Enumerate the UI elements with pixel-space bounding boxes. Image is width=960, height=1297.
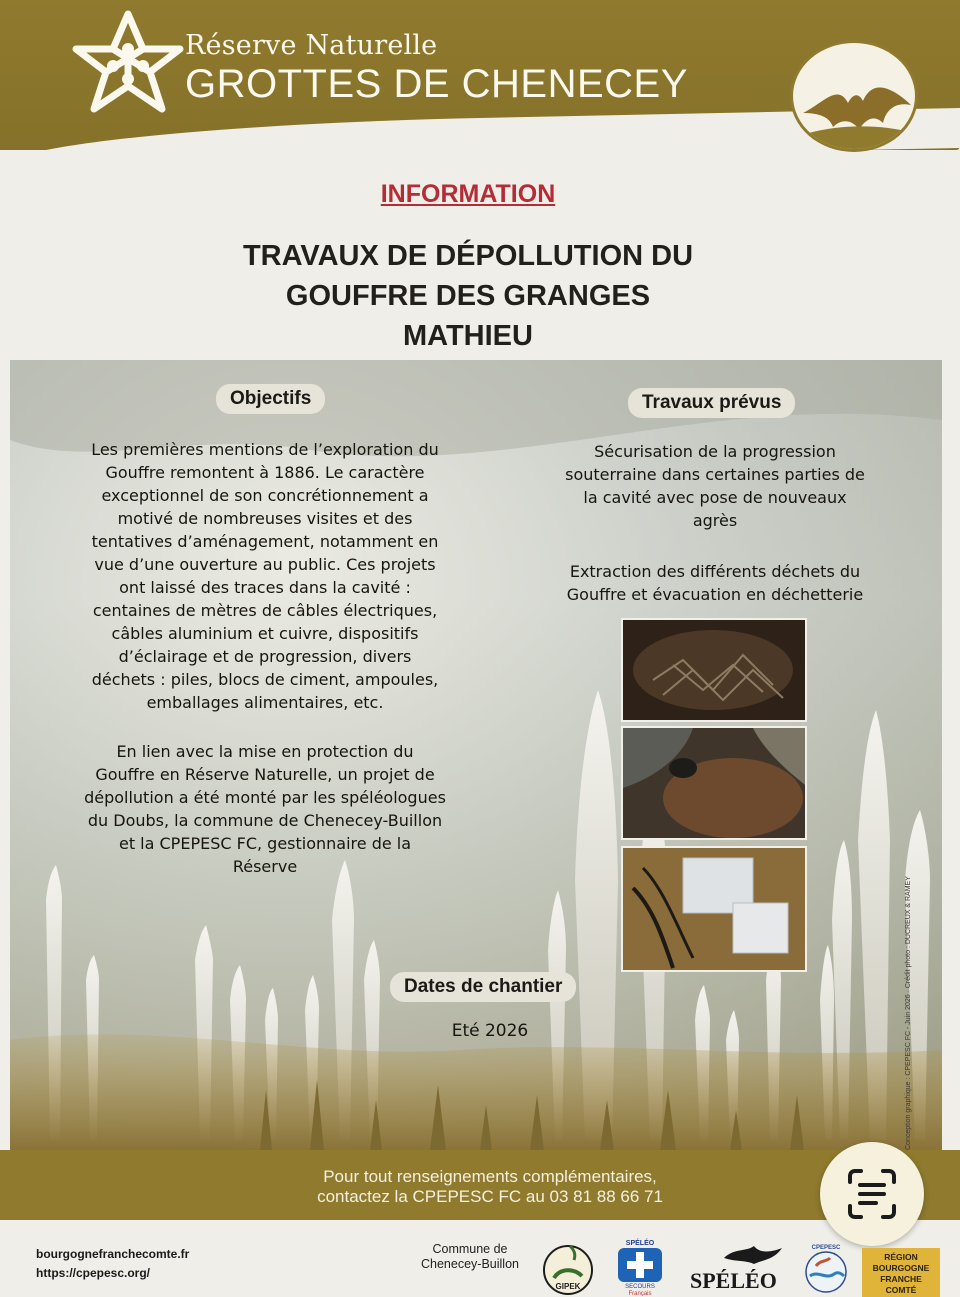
contact-line-1: Pour tout renseignements complémentaires,: [323, 1167, 657, 1186]
text-line: Extraction des différents déchets du: [569, 562, 861, 581]
svg-text:GIPEK: GIPEK: [555, 1282, 581, 1291]
text-line: emballages alimentaires, etc.: [146, 693, 384, 712]
text-line: Sécurisation de la progression: [594, 442, 836, 461]
travaux-text-2: [540, 560, 890, 606]
svg-text:SPÉLÉO: SPÉLÉO: [625, 1240, 655, 1247]
photo-electrical-box: [621, 846, 807, 972]
text-line: Les premières mentions de l’exploration du: [91, 440, 439, 459]
text-line: tentatives d’aménagement, notamment en: [91, 532, 439, 551]
travaux-label: Travaux prévus: [628, 388, 795, 418]
site-name: GROTTES DE CHENECEY: [185, 62, 688, 106]
title-line-1: TRAVAUX DE DÉPOLLUTION DU: [242, 240, 694, 272]
photo-credit: Conception graphique : CPEPESC FC - Juin 2026 · Crédit photo : DUCREUX & RAMEY: [905, 876, 912, 1150]
footer-links: [36, 1245, 189, 1283]
info-heading: INFORMATION: [380, 180, 556, 208]
star-network-icon: [68, 4, 188, 124]
link-cpepesc[interactable]: https://cpepesc.org/: [36, 1266, 151, 1280]
svg-text:CPEPESC: CPEPESC: [811, 1245, 841, 1251]
contact-line-2: contactez la CPEPESC FC au 03 81 88 66 71: [317, 1187, 663, 1206]
travaux-text: [540, 440, 890, 532]
text-line: Gouffre remontent à 1886. Le caractère: [105, 463, 425, 482]
speleo-secours-logo: [612, 1236, 668, 1296]
cpepesc-logo: [800, 1240, 852, 1296]
text-line: ont laissé des traces dans la cavité :: [119, 578, 411, 597]
text-line: dépollution a été monté par les spéléologues: [84, 788, 446, 807]
cds-speleo-logo: [684, 1238, 784, 1296]
text-line: centaines de mètres de câbles électriques,: [92, 601, 438, 620]
photo-cables: [621, 618, 807, 722]
svg-text:Français: Français: [628, 1291, 652, 1296]
link-region[interactable]: bourgognefranchecomte.fr: [36, 1247, 190, 1261]
text-line: motivé de nombreuses visites et des: [117, 509, 413, 528]
text-line: vue d’une ouverture au public. Ces projets: [94, 555, 436, 574]
region-logo: RÉGION BOURGOGNE FRANCHE COMTÉ: [862, 1248, 940, 1297]
objectifs-text: [60, 438, 470, 714]
text-line: Gouffre et évacuation en déchetterie: [566, 585, 864, 604]
dates-value: Eté 2026: [451, 1021, 529, 1041]
text-scan-icon: [820, 1142, 924, 1246]
text-scan-button[interactable]: [820, 1142, 924, 1246]
page-title: [0, 236, 936, 356]
text-line: la cavité avec pose de nouveaux: [583, 488, 847, 507]
cave-background-panel: [10, 360, 942, 1150]
text-line: exceptionnel de son concrétionnement a: [101, 486, 429, 505]
text-line: et la CPEPESC FC, gestionnaire de la: [118, 834, 412, 853]
commune-label: Commune de Chenecey-Buillon: [421, 1242, 519, 1271]
bat-logo: [790, 40, 918, 152]
text-line: câbles aluminium et cuivre, dispositifs: [111, 624, 419, 643]
objectifs-text-2: [50, 740, 480, 878]
text-line: souterraine dans certaines parties de: [565, 465, 865, 484]
contact-info: [230, 1167, 750, 1207]
text-line: du Doubs, la commune de Chenecey-Buillon: [87, 811, 443, 830]
photo-waste: [621, 726, 807, 840]
text-line: d’éclairage et de progression, divers: [118, 647, 412, 666]
text-line: Gouffre en Réserve Naturelle, un projet de: [95, 765, 435, 784]
reserve-label: Réserve Naturelle: [185, 30, 438, 61]
text-line: Réserve: [232, 857, 298, 876]
text-line: déchets : piles, blocs de ciment, ampoules,: [91, 670, 439, 689]
gipek-logo: [540, 1240, 596, 1296]
title-line-2: GOUFFRE DES GRANGES: [285, 280, 651, 312]
objectifs-label: Objectifs: [216, 384, 325, 414]
svg-text:SECOURS: SECOURS: [625, 1284, 655, 1290]
text-line: agrès: [692, 511, 738, 530]
title-line-3: MATHIEU: [403, 320, 533, 352]
svg-text:SPÉLÉO: SPÉLÉO: [690, 1268, 777, 1293]
dates-label: Dates de chantier: [390, 972, 576, 1002]
text-line: En lien avec la mise en protection du: [116, 742, 414, 761]
